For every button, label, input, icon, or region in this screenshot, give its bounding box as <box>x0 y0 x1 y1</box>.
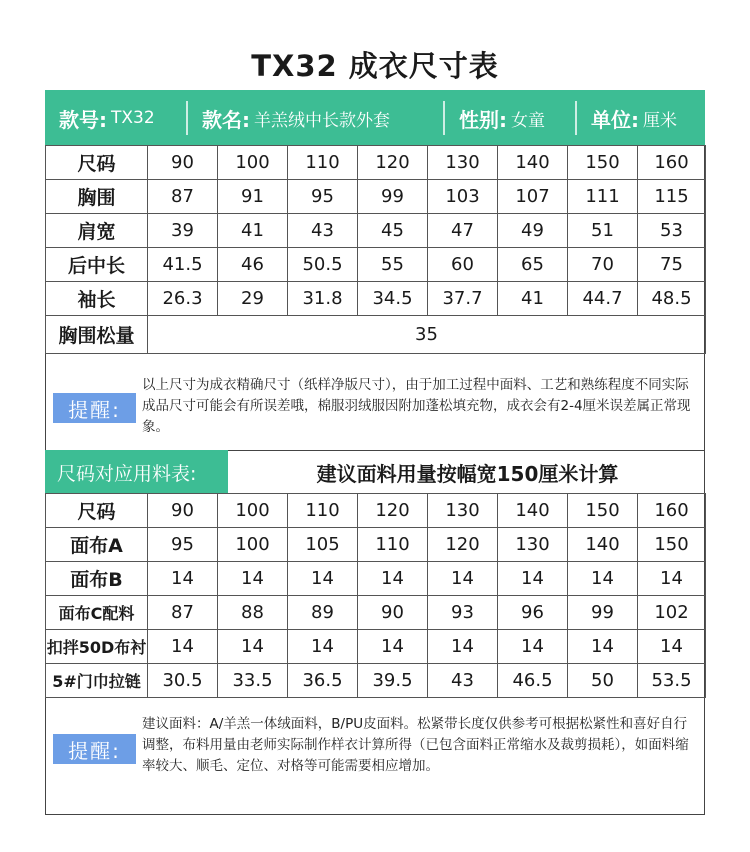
fabric-cell: 50 <box>568 664 638 698</box>
fabric-cell: 53.5 <box>638 664 706 698</box>
size-cell: 120 <box>358 146 428 180</box>
fabric-cell: 14 <box>288 630 358 664</box>
fabric-row <box>46 630 706 664</box>
size-cell: 95 <box>288 180 358 214</box>
size-cell: 111 <box>568 180 638 214</box>
fabric-cell: 130 <box>498 528 568 562</box>
size-row <box>46 282 706 316</box>
size-cell: 53 <box>638 214 706 248</box>
unit-label: 单位: <box>591 107 639 132</box>
fabric-cell: 14 <box>638 562 706 596</box>
size-cell: 44.7 <box>568 282 638 316</box>
size-cell: 26.3 <box>148 282 218 316</box>
size-cell: 99 <box>358 180 428 214</box>
size-row-label: 袖长 <box>46 282 148 316</box>
fabric-cell: 140 <box>498 494 568 528</box>
page-title: TX32 成衣尺寸表 <box>251 49 499 83</box>
fabric-row-label: 尺码 <box>46 494 148 528</box>
reminder-badge: 提醒: <box>53 393 136 423</box>
size-row-label: 胸围 <box>46 180 148 214</box>
size-cell: 37.7 <box>428 282 498 316</box>
size-row <box>46 146 706 180</box>
fabric-cell: 130 <box>428 494 498 528</box>
fabric-cell: 110 <box>288 494 358 528</box>
fabric-cell: 39.5 <box>358 664 428 698</box>
fabric-cell: 89 <box>288 596 358 630</box>
size-cell: 39 <box>148 214 218 248</box>
size-cell: 50.5 <box>288 248 358 282</box>
size-cell: 60 <box>428 248 498 282</box>
size-cell: 34.5 <box>358 282 428 316</box>
ease-value: 35 <box>148 316 706 354</box>
gender-label: 性别: <box>459 107 507 132</box>
fabric-table <box>45 493 706 698</box>
fabric-cell: 14 <box>428 630 498 664</box>
size-cell: 41.5 <box>148 248 218 282</box>
reminder-badge: 提醒: <box>53 734 136 764</box>
size-cell: 55 <box>358 248 428 282</box>
fabric-cell: 36.5 <box>288 664 358 698</box>
size-cell: 115 <box>638 180 706 214</box>
size-cell: 130 <box>428 146 498 180</box>
fabric-cell: 14 <box>218 562 288 596</box>
size-cell: 160 <box>638 146 706 180</box>
fabric-row <box>46 596 706 630</box>
fabric-cell: 14 <box>218 630 288 664</box>
fabric-cell: 99 <box>568 596 638 630</box>
size-row <box>46 214 706 248</box>
size-cell: 46 <box>218 248 288 282</box>
fabric-row-label: 扣拌50D布衬 <box>46 630 148 664</box>
fabric-cell: 105 <box>288 528 358 562</box>
fabric-row-label: 面布B <box>46 562 148 596</box>
fabric-cell: 120 <box>428 528 498 562</box>
fabric-cell: 30.5 <box>148 664 218 698</box>
fabric-cell: 95 <box>148 528 218 562</box>
style-number-cell <box>45 90 186 146</box>
notice-box <box>45 355 705 450</box>
style-number-label: 款号: <box>59 107 107 132</box>
size-cell: 43 <box>288 214 358 248</box>
style-number-value: TX32 <box>111 108 155 128</box>
fabric-cell: 88 <box>218 596 288 630</box>
fabric-cell: 14 <box>358 630 428 664</box>
size-cell: 48.5 <box>638 282 706 316</box>
ease-row <box>46 316 706 354</box>
size-cell: 65 <box>498 248 568 282</box>
reminder-text: 建议面料：A/羊羔一体绒面料，B/PU皮面料。松紧带长度仅供参考可根据松紧性和喜好自行调整，布料用量由老师实际制作样衣计算所得（已包含面料正常缩水及裁剪损耗），如面料缩率较大、顺毛、定位、对格等可能需要相应增加。 <box>142 716 689 774</box>
size-cell: 100 <box>218 146 288 180</box>
fabric-section-label: 尺码对应用料表: <box>45 450 228 494</box>
size-cell: 110 <box>288 146 358 180</box>
style-name-cell <box>188 90 443 146</box>
ease-label: 胸围松量 <box>46 316 148 354</box>
unit-cell <box>577 90 703 146</box>
fabric-cell: 14 <box>568 630 638 664</box>
size-cell: 29 <box>218 282 288 316</box>
size-cell: 41 <box>498 282 568 316</box>
gender-cell <box>445 90 575 146</box>
fabric-cell: 33.5 <box>218 664 288 698</box>
fabric-cell: 102 <box>638 596 706 630</box>
fabric-cell: 14 <box>568 562 638 596</box>
fabric-cell: 120 <box>358 494 428 528</box>
size-row-label: 后中长 <box>46 248 148 282</box>
fabric-row <box>46 562 706 596</box>
fabric-cell: 87 <box>148 596 218 630</box>
fabric-cell: 93 <box>428 596 498 630</box>
fabric-section-header <box>45 450 705 494</box>
size-row <box>46 180 706 214</box>
fabric-row <box>46 528 706 562</box>
size-cell: 45 <box>358 214 428 248</box>
style-name-value: 羊羔绒中长款外套 <box>254 110 390 131</box>
fabric-row-label: 面布C配料 <box>46 596 148 630</box>
fabric-cell: 14 <box>638 630 706 664</box>
fabric-cell: 14 <box>148 630 218 664</box>
size-cell: 90 <box>148 146 218 180</box>
size-row-label: 肩宽 <box>46 214 148 248</box>
fabric-cell: 100 <box>218 528 288 562</box>
size-row <box>46 248 706 282</box>
size-cell: 31.8 <box>288 282 358 316</box>
fabric-cell: 150 <box>638 528 706 562</box>
size-cell: 51 <box>568 214 638 248</box>
reminder-text: 以上尺寸为成衣精确尺寸（纸样净版尺寸），由于加工过程中面料、工艺和熟练程度不同实际成品尺寸可能会有所误差哦，棉服羽绒服因附加蓬松填充物，成衣会有2-4厘米误差属正常现象。 <box>142 377 691 435</box>
fabric-row-label: 5#门巾拉链 <box>46 664 148 698</box>
fabric-cell: 110 <box>358 528 428 562</box>
fabric-cell: 14 <box>148 562 218 596</box>
size-cell: 49 <box>498 214 568 248</box>
fabric-cell: 14 <box>288 562 358 596</box>
fabric-cell: 96 <box>498 596 568 630</box>
fabric-cell: 90 <box>148 494 218 528</box>
unit-value: 厘米 <box>643 110 677 131</box>
fabric-cell: 140 <box>568 528 638 562</box>
fabric-cell: 14 <box>428 562 498 596</box>
fabric-row-label: 面布A <box>46 528 148 562</box>
size-row-label: 尺码 <box>46 146 148 180</box>
fabric-cell: 14 <box>498 630 568 664</box>
fabric-width-note: 建议面料用量按幅宽150厘米计算 <box>316 461 619 486</box>
size-cell: 75 <box>638 248 706 282</box>
notice-box <box>45 700 705 815</box>
size-cell: 87 <box>148 180 218 214</box>
size-cell: 91 <box>218 180 288 214</box>
gender-value: 女童 <box>511 110 545 131</box>
fabric-row <box>46 664 706 698</box>
fabric-cell: 46.5 <box>498 664 568 698</box>
size-cell: 103 <box>428 180 498 214</box>
size-cell: 150 <box>568 146 638 180</box>
fabric-cell: 14 <box>358 562 428 596</box>
fabric-cell: 100 <box>218 494 288 528</box>
fabric-row <box>46 494 706 528</box>
fabric-cell: 14 <box>498 562 568 596</box>
size-cell: 41 <box>218 214 288 248</box>
size-cell: 47 <box>428 214 498 248</box>
size-cell: 70 <box>568 248 638 282</box>
size-table <box>45 145 706 354</box>
fabric-cell: 90 <box>358 596 428 630</box>
fabric-cell: 160 <box>638 494 706 528</box>
style-info-bar <box>45 90 705 146</box>
fabric-cell: 43 <box>428 664 498 698</box>
style-name-label: 款名: <box>202 107 250 132</box>
size-cell: 107 <box>498 180 568 214</box>
fabric-cell: 150 <box>568 494 638 528</box>
size-cell: 140 <box>498 146 568 180</box>
